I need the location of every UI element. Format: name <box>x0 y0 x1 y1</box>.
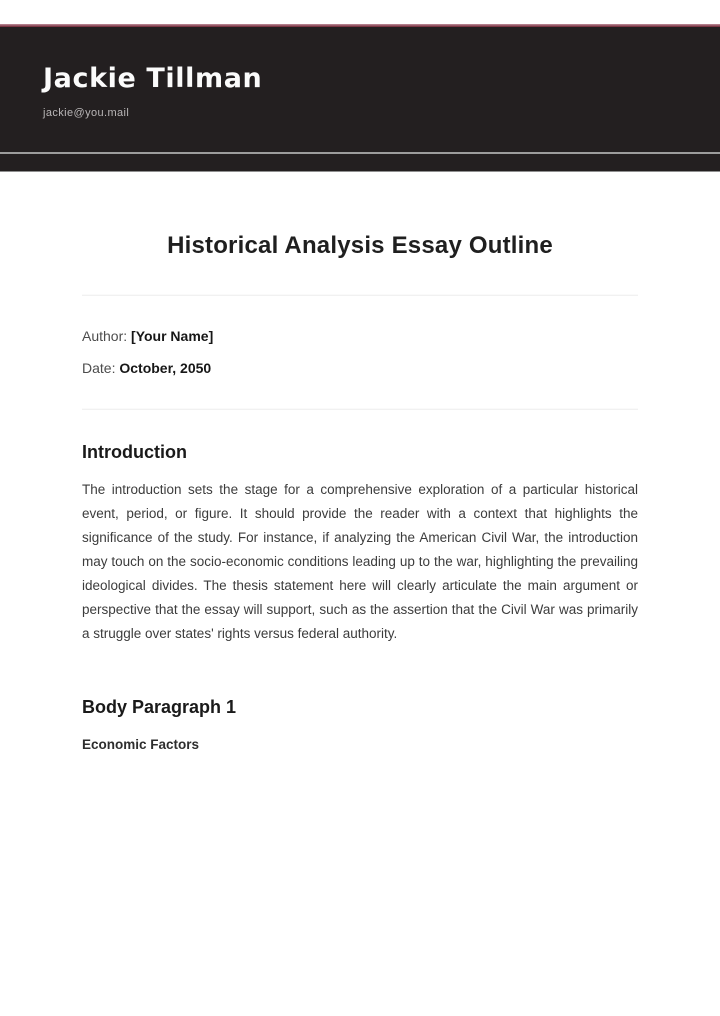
section-heading-introduction: Introduction <box>82 442 187 462</box>
date-row <box>82 358 638 378</box>
divider-under-meta <box>82 408 638 410</box>
page-title: Historical Analysis Essay Outline <box>167 232 553 259</box>
date-value: October, 2050 <box>119 360 212 376</box>
header-bottom-band <box>0 154 720 172</box>
author-value: [Your Name] <box>131 328 214 344</box>
letterhead-header <box>0 27 720 152</box>
author-row <box>82 326 638 346</box>
author-name-header: Jackie Tillman <box>43 63 263 94</box>
introduction-paragraph: The introduction sets the stage for a comprehensive exploration of a particular historical event, period, or figure. It should provide the reader with a context that highlights the significance of the study. For instance, if analyzing the American Civil War, the introduction may touch on the socio-economic conditions leading up to the war, highlighting the prevailing ideological divides. The thesis statement here will clearly articulate the main argument or perspective that the essay will support, such as the assertion that the Civil War was primarily a struggle over states' rights versus federal authority. <box>82 482 638 641</box>
document-body <box>0 230 720 754</box>
author-email: jackie@you.mail <box>43 107 130 119</box>
section-heading-body-paragraph-1: Body Paragraph 1 <box>82 697 237 717</box>
document-meta <box>82 326 638 378</box>
top-margin-strip <box>0 0 720 24</box>
divider-under-title <box>82 294 638 296</box>
subheading-economic-factors: Economic Factors <box>82 737 200 752</box>
date-label: Date: <box>82 360 116 376</box>
author-label: Author: <box>82 328 128 344</box>
